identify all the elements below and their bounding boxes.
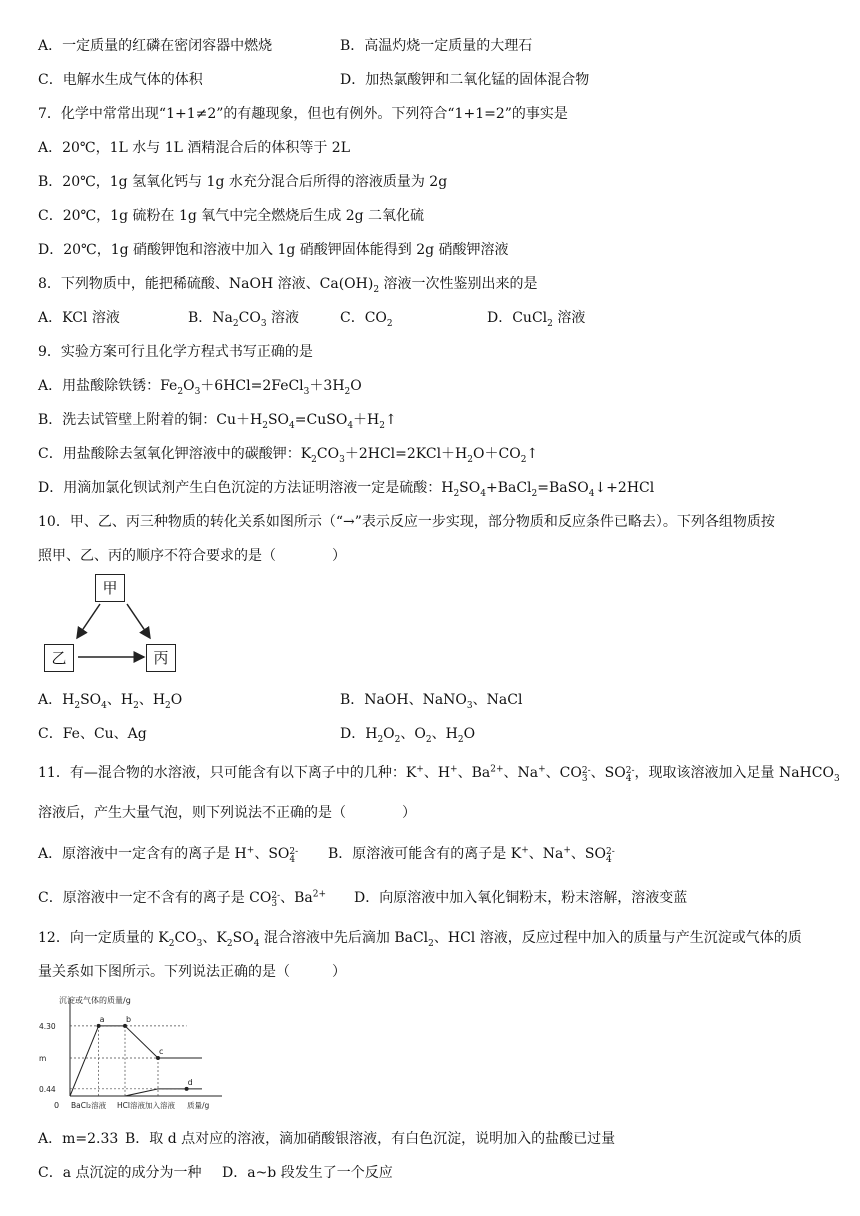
q7-option-a: A．20℃，1L 水与 1L 酒精混合后的体积等于 2L: [38, 140, 350, 156]
q9-option-a: A．用盐酸除铁锈：$Fe_2O_3+6HCl=2FeCl_3+3H_2O$: [38, 378, 362, 397]
chart-series-line-1: [70, 1026, 202, 1096]
chart-xseg-1: BaCl₂溶液: [71, 1101, 107, 1110]
chart-point-d: [185, 1087, 189, 1091]
q8-option-c: C．$CO_2$: [340, 310, 393, 329]
conversion-diagram: [40, 572, 190, 678]
q7-stem: 7．化学中常常出现“1+1≠2”的有趣现象，但也有例外。下列符合“1+1=2”的事实是: [38, 106, 568, 122]
q6-option-d: D．加热氯酸钾和二氧化锰的固体混合物: [340, 72, 590, 88]
chart-point-label-d: d: [187, 1077, 193, 1087]
q9-option-d: D．用滴加氯化钡试剂产生白色沉淀的方法证明溶液一定是硫酸：$H_2SO_4+BaCl_2=BaSO_4↓+2HCl$: [38, 480, 655, 499]
q8-stem: 8．下列物质中，能把稀硫酸、NaOH 溶液、$Ca(OH)_2$ 溶液一次性鉴别出来的是: [38, 276, 538, 295]
q7-option-b: B．20℃，1g 氢氧化钙与 1g 水充分混合后所得的溶液质量为 2g: [38, 174, 448, 190]
q12-option-b: B．取 d 点对应的溶液，滴加硝酸银溶液，有白色沉淀，说明加入的盐酸已过量: [125, 1131, 616, 1147]
q7-option-d: D．20℃，1g 硝酸钾饱和溶液中加入 1g 硝酸钾固体能得到 2g 硝酸钾溶液: [38, 242, 509, 258]
q9-stem: 9．实验方案可行且化学方程式书写正确的是: [38, 344, 313, 360]
chart-y-tick-label: 4.30: [39, 1021, 56, 1031]
q8-option-a: A．KCl 溶液: [38, 310, 120, 326]
chart-point-b: [123, 1024, 127, 1028]
node-yi: 乙: [44, 644, 74, 672]
q12-option-d: D．a~b 段发生了一个反应: [222, 1165, 393, 1181]
q11-option-b: B．原溶液可能含有的离子是 K+、Na+、SO 2- 4: [328, 845, 615, 865]
q11-stem-line2: 溶液后，产生大量气泡，则下列说法不正确的是（ ）: [38, 805, 416, 821]
node-bing: 丙: [146, 644, 176, 672]
chart-point-label-c: c: [159, 1047, 164, 1057]
chart-xlabel: 质量/g: [187, 1101, 210, 1110]
chart-xseg-2: HCl溶液加入溶液: [117, 1101, 175, 1110]
q8-option-d: D．CuCl$_2$ 溶液: [487, 310, 586, 329]
arrow-jia-to-bing: [127, 604, 150, 638]
q11-option-d: D．向原溶液中加入氧化铜粉末，粉末溶解，溶液变蓝: [354, 890, 688, 906]
q6-option-a: A．一定质量的红磷在密闭容器中燃烧: [38, 38, 273, 54]
q12-stem-line2: 量关系如下图所示。下列说法正确的是（ ）: [38, 964, 346, 980]
chart-point-a: [97, 1024, 101, 1028]
q9-option-b: B．洗去试管壁上附着的铜：$Cu+H_2SO_4=CuSO_4+H_2↑$: [38, 412, 397, 431]
chart-ylabel: 沉淀或气体的质量/g: [59, 996, 131, 1005]
q11-stem-line1: 11．有—混合物的水溶液，只可能含有以下离子中的几种：K+、H+、$Ba^{2+}$、Na+、CO 2- 3 、SO 2- 4 ，现取该溶液加入足量 NaHCO$_3$: [38, 764, 840, 784]
chart-point-label-a: a: [99, 1014, 105, 1024]
arrow-jia-to-yi: [77, 604, 100, 638]
q10-option-d: D．$H_2O_2$、$O_2$、$H_2O$: [340, 726, 476, 745]
q12-option-c: C．a 点沉淀的成分为一种: [38, 1165, 202, 1181]
q11-option-c: C．原溶液中一定不含有的离子是 CO 2- 3 、$Ba^{2+}$: [38, 889, 327, 909]
chart-point-c: [156, 1056, 160, 1060]
q10-option-c: C．Fe、Cu、Ag: [38, 726, 147, 742]
chart-series-line-2: [125, 1089, 202, 1096]
q10-option-a: A．$H_2SO_4$、$H_2$、$H_2O$: [38, 692, 183, 711]
q12-stem-line1: 12．向一定质量的 $K_2CO_3$、$K_2SO_4$ 混合溶液中先后滴加 BaCl$_2$、HCl 溶液，反应过程中加入的质量与产生沉淀或气体的质: [38, 930, 802, 949]
mass-chart: [37, 992, 237, 1110]
q7-option-c: C．20℃，1g 硫粉在 1g 氧气中完全燃烧后生成 2g 二氧化硫: [38, 208, 425, 224]
q10-option-b: B．NaOH、NaNO$_3$、NaCl: [340, 692, 523, 711]
chart-origin: 0: [54, 1101, 60, 1110]
chart-y-tick-label: 0.44: [39, 1084, 56, 1094]
q9-option-c: C．用盐酸除去氢氧化钾溶液中的碳酸钾：$K_2CO_3+2HCl=2KCl+H_2O+CO_2↑$: [38, 446, 539, 465]
q6-option-b: B．高温灼烧一定质量的大理石: [340, 38, 533, 54]
node-jia: 甲: [95, 574, 125, 602]
q10-stem-line1: 10．甲、乙、丙三种物质的转化关系如图所示（“→”表示反应一步实现，部分物质和反应条件已略去）。下列各组物质按: [38, 514, 775, 530]
chart-point-label-b: b: [126, 1014, 132, 1024]
q12-option-a: A．m=2.33: [38, 1131, 119, 1147]
q8-option-b: B．$Na_2CO_3$ 溶液: [188, 310, 300, 329]
q6-option-c: C．电解水生成气体的体积: [38, 72, 203, 88]
q11-option-a: A．原溶液中一定含有的离子是 H+、SO 2- 4: [38, 845, 299, 865]
chart-y-tick-label: m: [39, 1054, 47, 1064]
q10-stem-line2: 照甲、乙、丙的顺序不符合要求的是（ ）: [38, 548, 346, 564]
